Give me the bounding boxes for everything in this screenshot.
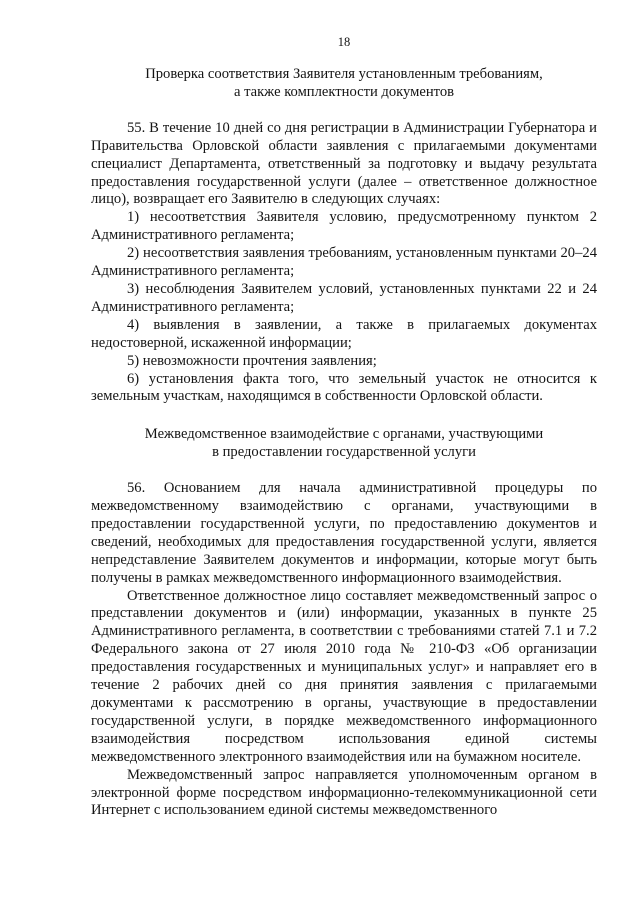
section-heading-interagency <box>91 426 597 462</box>
list-item: 2) несоответствия заявления требованиям, установленным пунктами 20–24 Административного регламента; <box>91 245 597 280</box>
paragraph-55: 55. В течение 10 дней со дня регистрации в Администрации Губернатора и Правительства Орловской области заявления с прилагаемыми документами специалист Департамента, ответственный за подготовку и выдачу результата предоставления государственной услуги (далее – ответственное должностное лицо), возвращает его Заявителю в следующих случаях: <box>91 119 597 208</box>
section-heading-verification <box>91 66 597 102</box>
paragraph-interagency-request: Ответственное должностное лицо составляет межведомственный запрос о представлении документов и (или) информации, указанных в пункте 25 Административного регламента, в соответствии с требованиями статей 7.1 и 7.2 Федерального закона от 27 июля 2010 года № 210-ФЗ «Об организации предоставления государственных и муниципальных услуг» и направляет его в течение 2 рабочих дней со дня принятия заявления с прилагаемыми документами к рассмотрению в органы, участвующие в предоставлении государственной услуги, в порядке межведомственного информационного взаимодействия посредством использования единой системы межведомственного электронного взаимодействия или на бумажном носителе. <box>91 587 597 765</box>
list-item: 6) установления факта того, что земельный участок не относится к земельным участкам, находящимся в собственности Орловской области. <box>91 370 597 405</box>
paragraph-electronic-request: Межведомственный запрос направляется уполномоченным органом в электронной форме посредством информационно-телекоммуникационной сети Интернет с использованием единой системы межведомственного <box>91 766 597 819</box>
list-item: 3) несоблюдения Заявителем условий, установленных пунктами 22 и 24 Административного регламента; <box>91 280 597 315</box>
heading-line: в предоставлении государственной услуги <box>212 444 476 461</box>
list-item: 5) невозможности прочтения заявления; <box>127 352 377 369</box>
list-item: 1) несоответствия Заявителя условию, предусмотренному пунктом 2 Административного регламента; <box>91 209 597 244</box>
heading-line: Проверка соответствия Заявителя установленным требованиям, <box>145 66 543 82</box>
list-item: 4) выявления в заявлении, а также в прилагаемых документах недостоверной, искаженной информации; <box>91 316 597 351</box>
heading-line: а также комплектности документов <box>233 83 455 100</box>
heading-line: Межведомственное взаимодействие с органами, участвующими <box>144 426 544 443</box>
page-number: 18 <box>337 35 351 49</box>
paragraph-56: 56. Основанием для начала административной процедуры по межведомственному взаимодействию с органами, участвующими в предоставлении государственной услуги, по предоставлению документов и сведений, необходимых для предоставления государственной услуги, является непредставление Заявителем документов и информации, которые могут быть получены в рамках межведомственного информационного взаимодействия. <box>91 480 597 586</box>
